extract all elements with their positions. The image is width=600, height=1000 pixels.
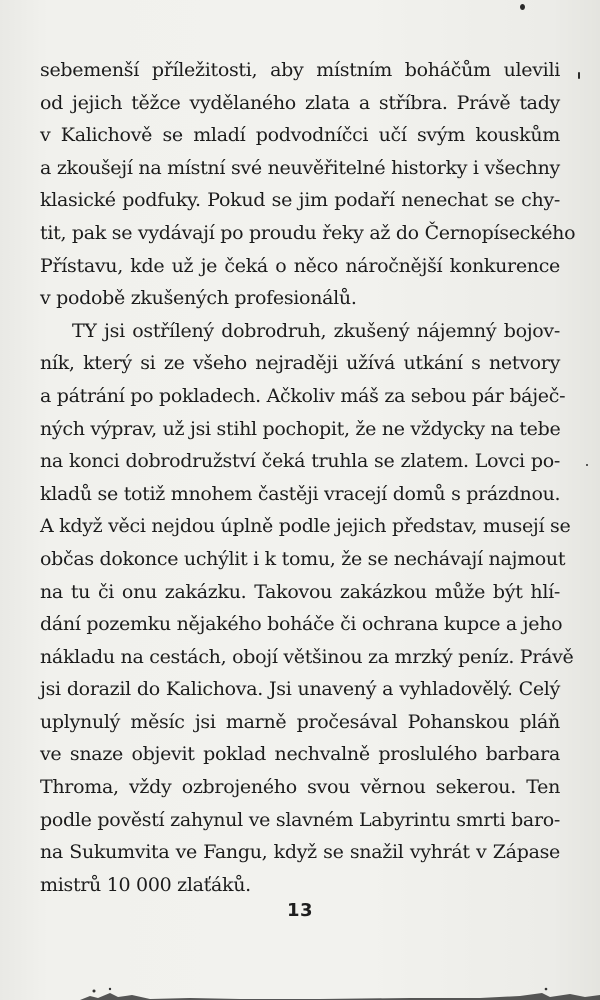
text-line: na tu či onu zakázku. Takovou zakázkou může být hlí-: [40, 580, 560, 603]
text-line: ných výprav, už jsi stihl pochopit, že ne vždycky na tebe: [40, 417, 561, 440]
text-line: jsi dorazil do Kalichova. Jsi unavený a vyhladovělý. Celý: [40, 678, 560, 701]
text-line: uplynulý měsíc jsi marně pročesával Pohanskou pláň: [40, 710, 560, 733]
page-edge-stain: [80, 985, 600, 1000]
text-line: Throma, vždy ozbrojeného svou věrnou sekerou. Ten: [40, 776, 560, 799]
text-line: nákladu na cestách, obojí většinou za mrzký peníz. Právě: [40, 645, 574, 668]
text-line: klasické podfuky. Pokud se jim podaří nenechat se chy-: [40, 189, 560, 212]
text-line: sebemenší příležitosti, aby místním boháčům ulevili: [40, 59, 560, 81]
text-line: od jejich těžce vydělaného zlata a stříbra. Právě tady: [40, 91, 560, 114]
text-line: v podobě zkušených profesionálů.: [40, 287, 357, 310]
text-line: kladů se totiž mnohem častěji vracejí domů s prázdnou.: [40, 482, 561, 505]
text-line: podle pověstí zahynul ve slavném Labyrintu smrti baro-: [40, 808, 560, 831]
text-line: TY jsi ostřílený dobrodruh, zkušený nájemný bojov-: [72, 319, 560, 342]
text-line: dání pozemku nějakého boháče či ochrana kupce a jeho: [40, 613, 563, 636]
body-text: [40, 54, 576, 901]
text-line: občas dokonce uchýlit i k tomu, že se nechávají najmout: [40, 547, 566, 570]
text-line: ník, který si ze všeho nejraději užívá utkání s netvory: [40, 352, 560, 375]
dust-speck: [578, 72, 580, 79]
text-line: ve snaze objevit poklad nechvalně proslulého barbara: [40, 743, 560, 766]
dust-speck: [586, 464, 588, 466]
text-line: Přístavu, kde už je čeká o něco náročnější konkurence: [40, 254, 560, 277]
text-line: a zkoušejí na místní své neuvěřitelné historky i všechny: [40, 156, 560, 179]
dust-speck: [520, 4, 525, 10]
text-line: tit, pak se vydávají po proudu řeky až do Černopíseckého: [40, 221, 576, 244]
page-number: 13: [286, 900, 314, 921]
text-line: a pátrání po pokladech. Ačkoliv máš za sebou pár báječ-: [40, 384, 566, 407]
text-line: v Kalichově se mladí podvodníčci učí svým kouskům: [40, 124, 560, 147]
text-line: na konci dobrodružství čeká truhla se zlatem. Lovci po-: [40, 450, 560, 473]
text-line: A když věci nejdou úplně podle jejich představ, musejí se: [40, 515, 571, 538]
paragraph-2: [40, 315, 574, 902]
text-line: na Sukumvita ve Fangu, když se snažil vyhrát v Zápase: [40, 841, 560, 864]
paragraph-1: [40, 54, 576, 315]
text-line: mistrů 10 000 zlaťáků.: [40, 873, 251, 896]
